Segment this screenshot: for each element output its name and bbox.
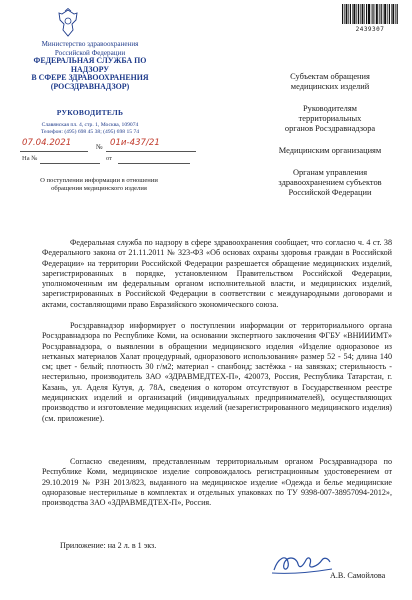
addressee-line: Субъектам обращения	[290, 72, 370, 81]
letterhead-address	[20, 122, 160, 136]
addressee-line: здравоохранением субъектов	[278, 178, 382, 187]
letterhead-organization	[20, 40, 160, 92]
reference-number-label: На №	[22, 155, 38, 162]
barcode-number: 2439307	[355, 26, 385, 33]
subject-line: обращения медицинского изделия	[51, 185, 147, 192]
addressee-line: Руководителям	[303, 104, 357, 113]
ministry-line: Российской Федерации	[54, 48, 126, 57]
agency-line: ФЕДЕРАЛЬНАЯ СЛУЖБА ПО НАДЗОРУ	[33, 56, 147, 74]
body-paragraph: Федеральная служба по надзору в сфере здравоохранения сообщает, что согласно ч. 4 ст. 38 Федерального закона от 21.11.2011 № 323-ФЗ «Об основах охраны здоровья граждан в Российской Федерации» на территории Российской Федерации разрешается обращение медицинских изделий, зарегистрированных в порядке, установленном Правительством Российской Федерации, уполномоченным им федеральным органом исполнительной власти, и медицинских изделий, зарегистрированных в Российской Федерации в соответствии с международными договорами и актами, составляющими право Евразийского экономического союза.	[42, 238, 392, 309]
agency-line: (РОСЗДРАВНАДЗОР)	[50, 81, 130, 91]
signer-name: А.В. Самойлова	[330, 571, 386, 580]
letter-subject	[24, 177, 174, 193]
body-paragraph: Согласно сведениям, представленным территориальным органом Росздравнадзора по Республике Коми, медицинское изделие сопровождалось регистрационным удостоверением от 29.10.2019 № РЗН 2013/823, выданного на медицинское изделие «Одежда и белье медицинские одноразовые нестерильные в комплектах и отдельных упаковках по ТУ 9398-007-38957094-2012», производства ЗАО «ЗДРАВМЕДТЕХ-П», Россия.	[42, 457, 392, 508]
addressee-line: медицинских изделий	[290, 82, 370, 91]
addressee-block	[260, 72, 400, 92]
subject-line: О поступлении информации в отношении	[40, 177, 158, 184]
handwritten-signature	[268, 548, 338, 578]
addressee-line: органов Росздравнадзора	[284, 124, 376, 133]
addressee-line: Российской Федерации	[288, 188, 372, 197]
address-line: Славянская пл. 4, стр. 1, Москва, 109074	[41, 122, 139, 128]
registration-date: 07.04.2021	[22, 138, 72, 148]
attachment-note: Приложение: на 2 л. в 1 экз.	[60, 541, 157, 550]
ministry-line: Министерство здравоохранения	[41, 40, 139, 48]
body-paragraph: Росздравнадзор информирует о поступлении информации от территориального органа Росздравнадзора по Республике Коми, на основании экспертного заключения ФГБУ «ВНИИИМТ» Росздравнадзора, о выявлении в обращении медицинского изделия «Изделие одноразовое из нетканых материалов Халат процедурный, одноразового использования» размер 52 - 54; длина 140 см; цвет - белый; плотность 30 г/м2; материал - спанбонд; застёжка - на завязках; стерильность - нестерильно, производитель ЗАО «ЗДРАВМЕДТЕХ-П», 420073, Россия, Республика Татарстан, г. Казань, ул. Аделя Кутуя, д. 78А, сведения о котором отсутствуют в Государственном реестре медицинских изделий и организаций (индивидуальных предпринимателей), осуществляющих производство и изготовление медицинских изделий (незарегистрированного медицинского изделия) (см. приложение).	[42, 321, 392, 423]
registration-number: 01и-437/21	[110, 138, 160, 148]
addressee-line: Медицинским организациям	[278, 146, 382, 155]
addressee-line: территориальных	[298, 114, 362, 123]
addressee-block	[260, 168, 400, 198]
addressee-block	[260, 104, 400, 134]
number-label: №	[96, 143, 103, 151]
coat-of-arms-emblem	[56, 8, 80, 38]
reference-line	[22, 155, 190, 167]
addressee-line: Органам управления	[292, 168, 368, 177]
agency-line: В СФЕРЕ ЗДРАВООХРАНЕНИЯ	[31, 73, 149, 83]
addressee-block	[260, 146, 400, 156]
barcode	[342, 4, 398, 24]
address-line: Телефон: (495) 698 45 38; (495) 698 15 74	[40, 129, 140, 135]
registration-line	[20, 138, 198, 156]
leader-title: РУКОВОДИТЕЛЬ	[56, 108, 124, 117]
reference-date-label: от	[106, 155, 113, 162]
